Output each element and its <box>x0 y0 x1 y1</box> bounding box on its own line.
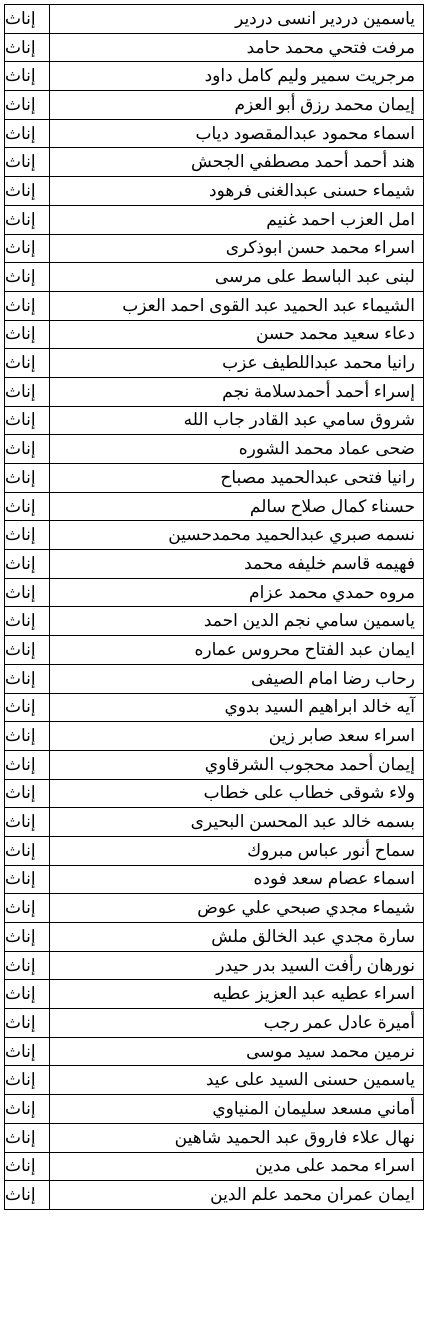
table-row <box>4 636 424 665</box>
table-row <box>4 694 424 723</box>
name-cell[interactable]: نورهان رأفت السيد بدر حيدر <box>50 952 424 980</box>
name-cell[interactable]: اسماء عصام سعد فوده <box>50 866 424 894</box>
table-row <box>4 607 424 636</box>
name-cell[interactable]: مرجريت سمير وليم كامل داود <box>50 62 424 90</box>
name-cell[interactable]: شروق سامي عبد القادر جاب الله <box>50 407 424 435</box>
gender-cell[interactable]: إناث <box>4 407 50 435</box>
name-cell[interactable]: مرفت فتحي محمد حامد <box>50 34 424 62</box>
name-cell[interactable]: رحاب رضا امام الصيفى <box>50 665 424 693</box>
table-row <box>4 550 424 579</box>
name-cell[interactable]: نهال علاء فاروق عبد الحميد شاهين <box>50 1124 424 1152</box>
name-cell[interactable]: رانيا محمد عبداللطيف عزب <box>50 349 424 377</box>
name-cell[interactable]: ايمان عمران محمد علم الدين <box>50 1181 424 1209</box>
table-row <box>4 349 424 378</box>
gender-cell[interactable]: إناث <box>4 722 50 750</box>
table-row <box>4 34 424 63</box>
gender-cell[interactable]: إناث <box>4 120 50 148</box>
table-row <box>4 980 424 1009</box>
table-row <box>4 263 424 292</box>
name-cell[interactable]: آيه خالد ابراهيم السيد بدوي <box>50 694 424 722</box>
gender-cell[interactable]: إناث <box>4 1124 50 1152</box>
table-row <box>4 1038 424 1067</box>
gender-cell[interactable]: إناث <box>4 636 50 664</box>
table-row <box>4 1009 424 1038</box>
table-row <box>4 722 424 751</box>
name-cell[interactable]: ايمان عبد الفتاح محروس عماره <box>50 636 424 664</box>
name-cell[interactable]: اسراء محمد حسن ابوذكرى <box>50 235 424 263</box>
gender-cell[interactable]: إناث <box>4 980 50 1008</box>
gender-cell[interactable]: إناث <box>4 1095 50 1123</box>
table-row <box>4 177 424 206</box>
name-cell[interactable]: ياسمين دردير انسى دردير <box>50 5 424 33</box>
name-cell[interactable]: ضحى عماد محمد الشوره <box>50 435 424 463</box>
table-row <box>4 464 424 493</box>
name-cell[interactable]: امل العزب احمد غنيم <box>50 206 424 234</box>
table-row <box>4 321 424 350</box>
gender-cell[interactable]: إناث <box>4 952 50 980</box>
table-row <box>4 435 424 464</box>
gender-cell[interactable]: إناث <box>4 1038 50 1066</box>
table-row <box>4 1124 424 1153</box>
name-cell[interactable]: نرمين محمد سيد موسى <box>50 1038 424 1066</box>
name-cell[interactable]: أماني مسعد سليمان المنياوي <box>50 1095 424 1123</box>
gender-cell[interactable]: إناث <box>4 665 50 693</box>
table-row <box>4 521 424 550</box>
name-cell[interactable]: دعاء سعيد محمد حسن <box>50 321 424 349</box>
name-cell[interactable]: لبنى عبد الباسط على مرسى <box>50 263 424 291</box>
gender-cell[interactable]: إناث <box>4 62 50 90</box>
table-row <box>4 780 424 809</box>
gender-cell[interactable]: إناث <box>4 177 50 205</box>
gender-cell[interactable]: إناث <box>4 378 50 406</box>
table-row <box>4 120 424 149</box>
name-cell[interactable]: رانيا فتحى عبدالحميد مصباح <box>50 464 424 492</box>
table-row <box>4 665 424 694</box>
table-row <box>4 206 424 235</box>
names-table <box>4 4 424 1210</box>
name-cell[interactable]: سارة مجدي عبد الخالق ملش <box>50 923 424 951</box>
name-cell[interactable]: فهيمه قاسم خليفه محمد <box>50 550 424 578</box>
table-row <box>4 1095 424 1124</box>
name-cell[interactable]: هند أحمد أحمد مصطفي الجحش <box>50 148 424 176</box>
table-row <box>4 1066 424 1095</box>
gender-cell[interactable]: إناث <box>4 923 50 951</box>
table-row <box>4 5 424 34</box>
name-cell[interactable]: ياسمين سامي نجم الدين احمد <box>50 607 424 635</box>
name-cell[interactable]: الشيماء عبد الحميد عبد القوى احمد العزب <box>50 292 424 320</box>
name-cell[interactable]: إيمان أحمد محجوب الشرقاوي <box>50 751 424 779</box>
gender-cell[interactable]: إناث <box>4 148 50 176</box>
name-cell[interactable]: بسمه خالد عبد المحسن البحيرى <box>50 808 424 836</box>
name-cell[interactable]: أميرة عادل عمر رجب <box>50 1009 424 1037</box>
gender-cell[interactable]: إناث <box>4 894 50 922</box>
table-row <box>4 579 424 608</box>
gender-cell[interactable]: إناث <box>4 349 50 377</box>
name-cell[interactable]: اسراء محمد على مدين <box>50 1153 424 1181</box>
table-row <box>4 1181 424 1210</box>
gender-cell[interactable]: إناث <box>4 5 50 33</box>
table-row <box>4 866 424 895</box>
gender-cell[interactable]: إناث <box>4 550 50 578</box>
name-cell[interactable]: اسماء محمود عبدالمقصود دياب <box>50 120 424 148</box>
table-row <box>4 407 424 436</box>
gender-cell[interactable]: إناث <box>4 1181 50 1209</box>
gender-cell[interactable]: إناث <box>4 292 50 320</box>
table-row <box>4 808 424 837</box>
gender-cell[interactable]: إناث <box>4 435 50 463</box>
gender-cell[interactable]: إناث <box>4 579 50 607</box>
gender-cell[interactable]: إناث <box>4 493 50 521</box>
gender-cell[interactable]: إناث <box>4 607 50 635</box>
gender-cell[interactable]: إناث <box>4 263 50 291</box>
name-cell[interactable]: ولاء شوقى خطاب على خطاب <box>50 780 424 808</box>
table-row <box>4 952 424 981</box>
name-cell[interactable]: مروه حمدي محمد عزام <box>50 579 424 607</box>
name-cell[interactable]: إسراء أحمد أحمدسلامة نجم <box>50 378 424 406</box>
gender-cell[interactable]: إناث <box>4 866 50 894</box>
gender-cell[interactable]: إناث <box>4 1153 50 1181</box>
name-cell[interactable]: ياسمين حسنى السيد على عيد <box>50 1066 424 1094</box>
name-cell[interactable]: إيمان محمد رزق أبو العزم <box>50 91 424 119</box>
name-cell[interactable]: اسراء سعد صابر زين <box>50 722 424 750</box>
table-row <box>4 235 424 264</box>
gender-cell[interactable]: إناث <box>4 694 50 722</box>
table-row <box>4 837 424 866</box>
gender-cell[interactable]: إناث <box>4 235 50 263</box>
gender-cell[interactable]: إناث <box>4 780 50 808</box>
table-row <box>4 894 424 923</box>
name-cell[interactable]: سماح أنور عباس مبروك <box>50 837 424 865</box>
name-cell[interactable]: اسراء عطيه عبد العزيز عطيه <box>50 980 424 1008</box>
gender-cell[interactable]: إناث <box>4 808 50 836</box>
table-row <box>4 378 424 407</box>
gender-cell[interactable]: إناث <box>4 91 50 119</box>
gender-cell[interactable]: إناث <box>4 751 50 779</box>
table-row <box>4 493 424 522</box>
gender-cell[interactable]: إناث <box>4 1009 50 1037</box>
table-row <box>4 62 424 91</box>
table-row <box>4 1153 424 1182</box>
table-row <box>4 923 424 952</box>
gender-cell[interactable]: إناث <box>4 837 50 865</box>
gender-cell[interactable]: إناث <box>4 1066 50 1094</box>
table-row <box>4 292 424 321</box>
name-cell[interactable]: نسمه صبري عبدالحميد محمدحسين <box>50 521 424 549</box>
table-row <box>4 148 424 177</box>
gender-cell[interactable]: إناث <box>4 206 50 234</box>
table-row <box>4 91 424 120</box>
name-cell[interactable]: حسناء كمال صلاح سالم <box>50 493 424 521</box>
gender-cell[interactable]: إناث <box>4 464 50 492</box>
gender-cell[interactable]: إناث <box>4 34 50 62</box>
name-cell[interactable]: شيماء مجدي صبحي علي عوض <box>50 894 424 922</box>
gender-cell[interactable]: إناث <box>4 521 50 549</box>
gender-cell[interactable]: إناث <box>4 321 50 349</box>
name-cell[interactable]: شيماء حسنى عبدالغنى فرهود <box>50 177 424 205</box>
table-row <box>4 751 424 780</box>
